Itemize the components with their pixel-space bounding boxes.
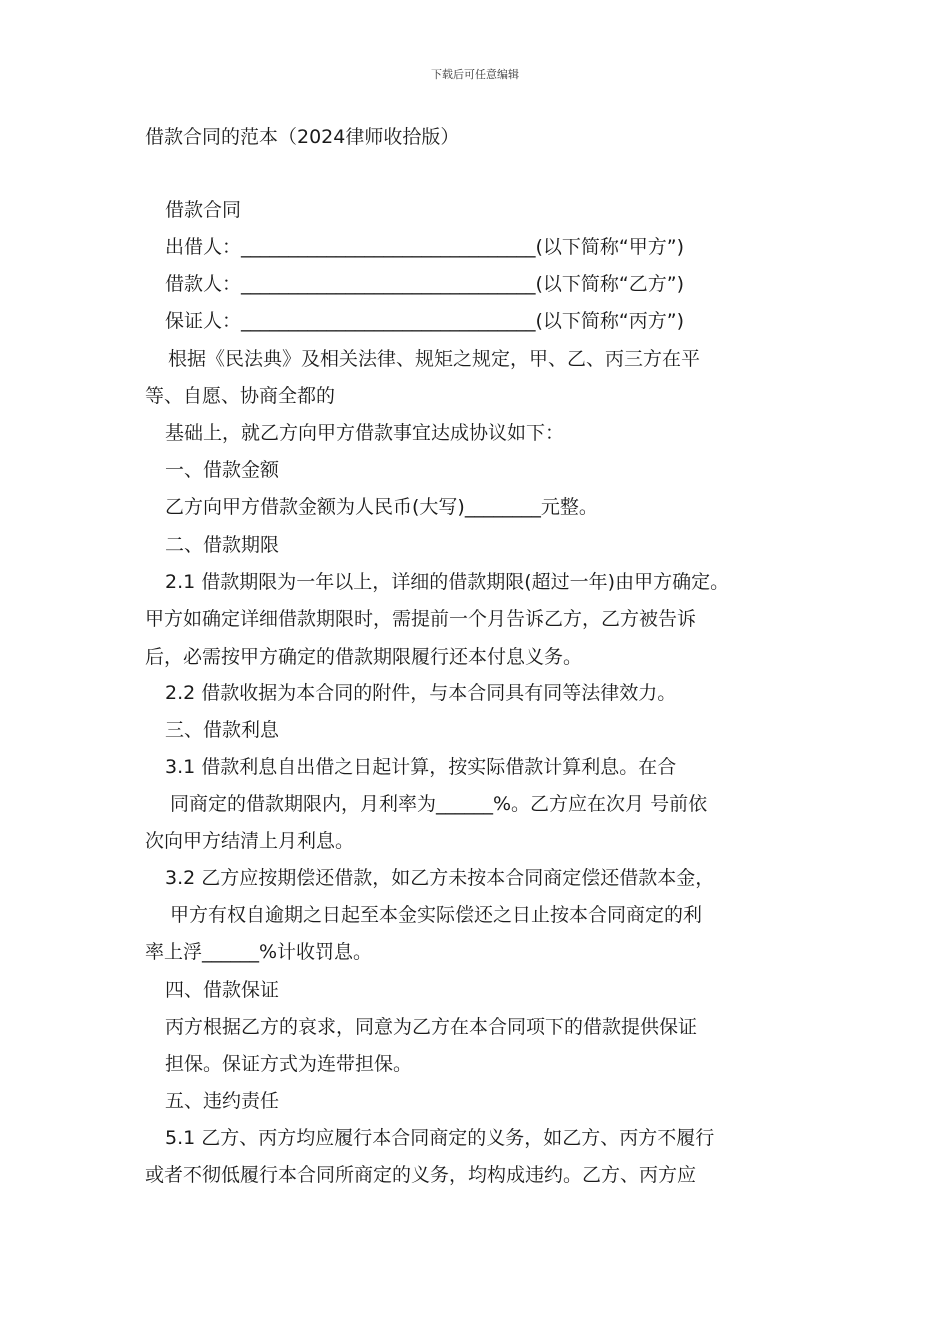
section-heading: 三、借款利息 [165, 719, 280, 741]
body-line: 丙方根据乙方的哀求，同意为乙方在本合同项下的借款提供保证 [165, 1016, 698, 1038]
document-title: 借款合同的范本（2024律师收拾版） [145, 126, 460, 148]
section-heading: 二、借款期限 [165, 534, 280, 556]
body-line: 后，必需按甲方确定的借款期限履行还本付息义务。 [145, 646, 583, 668]
body-line: 次向甲方结清上月利息。 [145, 830, 355, 852]
body-line: 担保。保证方式为连带担保。 [165, 1053, 413, 1075]
body-line: 根据《民法典》及相关法律、规矩之规定，甲、乙、丙三方在平 [168, 348, 701, 370]
body-line: 甲方有权自逾期之日起至本金实际偿还之日止按本合同商定的利 [170, 904, 703, 926]
body-line: 或者不彻低履行本合同所商定的义务，均构成违约。乙方、丙方应 [145, 1164, 697, 1186]
section-heading: 四、借款保证 [165, 979, 280, 1001]
body-line: 等、自愿、协商全都的 [145, 385, 336, 407]
body-line: 3.2 乙方应按期偿还借款，如乙方未按本合同商定偿还借款本金， [165, 867, 715, 889]
section-heading: 五、违约责任 [165, 1090, 280, 1112]
body-line: 基础上，就乙方向甲方借款事宜达成协议如下： [165, 422, 565, 444]
body-line: 甲方如确定详细借款期限时，需提前一个月告诉乙方，乙方被告诉 [145, 608, 697, 630]
body-line: 乙方向甲方借款金额为人民币(大写)________元整。 [165, 496, 598, 518]
body-line: 5.1 乙方、丙方均应履行本合同商定的义务，如乙方、丙方不履行 [165, 1127, 715, 1149]
section-heading: 一、借款金额 [165, 459, 280, 481]
body-line: 保证人：_______________________________(以下简称“丙方”) [165, 310, 685, 332]
body-line: 3.1 借款利息自出借之日起计算，按实际借款计算利息。在合 [165, 756, 677, 778]
body-line: 2.1 借款期限为一年以上，详细的借款期限(超过一年)由甲方确定。 [165, 571, 730, 593]
body-line: 借款人：_______________________________(以下简称“乙方”) [165, 273, 685, 295]
header-note: 下载后可任意编辑 [431, 68, 519, 81]
body-line: 同商定的借款期限内，月利率为______%。乙方应在次月 号前依 [170, 793, 708, 815]
body-line: 借款合同 [165, 199, 242, 221]
body-line: 出借人：_______________________________(以下简称“甲方”) [165, 236, 685, 258]
body-line: 率上浮______%计收罚息。 [145, 941, 373, 963]
body-line: 2.2 借款收据为本合同的附件，与本合同具有同等法律效力。 [165, 682, 677, 704]
